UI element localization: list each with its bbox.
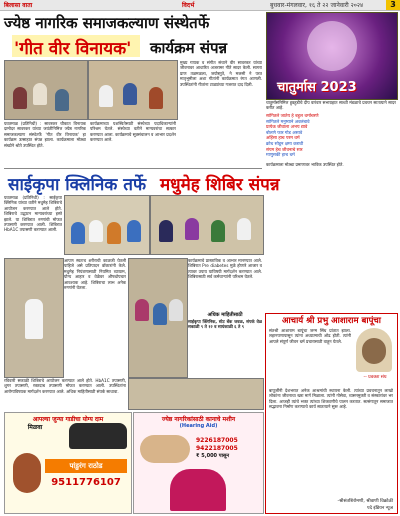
tribute-byline: -- प्रवक्ता संघ xyxy=(363,375,387,380)
story1-para3: कार्यक्रमाच्या यशस्वितेसाठी संस्थेच्या पदाधिकाऱ्यांनी परिश्रम घेतले. संस्थेच्या वतीने मान्यवरांचा सत्कार करण्यात आला. कार्यक्रमाचे सूत्रसंचालन व आभार प्रदर्शन करण्यात आले. xyxy=(90,121,176,143)
story2-col3: कार्यक्रमाचे प्रास्ताविक व आभार मानण्यात आले. शिबिरात Pre diabetes मुळे होणारे आजार व त्यावर उपाय याविषयी मार्गदर्शन करण्यात आले. शिबिरासाठी सर्व कर्मचाऱ्यांनी परिश्रम घेतले. xyxy=(188,258,262,280)
ad2-phone2: 9422187005 xyxy=(196,445,238,452)
story2-col1: यवतमाळ (प्रतिनिधी) : साईकृपा क्लिनिक यांच्या वतीने मधुमेह शिबिराचे आयोजन करण्यात आले होते. शिबिराचे उद्घाटन मान्यवरांच्या हस्ते झाले. या शिबिरात रुग्णांची मोफत तपासणी करण्यात आली. शिबिरात HbA1C तपासणी करण्यात आली. xyxy=(4,195,62,233)
story2-col2: आपण स्वतःच शरीराची काळजी घेतली पाहिजे असे प्रतिपादन डॉक्टरांनी केले. मधुमेह नियंत्रणासाठी नियमित व्यायाम, योग्य आहार व वेळेवर औषधोपचार आवश्यक आहे. शिबिराचा लाभ अनेक रुग्णांनी घेतला. xyxy=(64,258,126,291)
ad2-phone1: 9226187005 xyxy=(196,437,238,444)
chaturmas-intro: चातुर्मासनिमित्त हुडहुडीचे दीप वारंवार सभाग्रहात साध्वी मंडळाचे प्रवचन सातत्याने सादर करीत आहे. xyxy=(266,100,396,111)
ad1-title: आपल्या जुन्या गाडीचा योग्य दाम xyxy=(32,416,104,423)
story1-headline-quote: 'गीत वीर विनायक' xyxy=(14,39,132,59)
bullet-item: माणुसकी हाच धर्म xyxy=(266,153,295,159)
face-shape xyxy=(362,338,386,364)
chaturmas-footer: कार्यक्रमाला मोठ्या प्रमाणावर भाविक उपस्थित होते. xyxy=(266,162,344,167)
story2-photo-patients xyxy=(128,258,188,378)
story2-photo-stage xyxy=(150,195,264,255)
ad1-name: पांडुरंग राठोड xyxy=(45,459,127,473)
bullet-item: सांगितले मनुष्याने अवलंबावे xyxy=(266,119,310,125)
tribute-title: आचार्य श्री प्रभु आशाराम बापूंचा xyxy=(282,316,381,326)
contact-heading: अधिक माहितीसाठी xyxy=(207,312,243,318)
story2-photo-doctor xyxy=(4,258,64,378)
bullet-item: बोलणे फार गोड असावे xyxy=(266,130,303,136)
section-name: विदर्भ xyxy=(182,2,195,9)
ad1-subtitle: मिळवा xyxy=(27,424,43,431)
portrait-photo xyxy=(356,328,392,372)
bullet-item: अहिंसा हाच परम धर्म xyxy=(266,136,300,142)
page-header xyxy=(0,0,400,11)
bullet-item: क्रोध सोडून क्षमा करावी xyxy=(266,141,304,147)
tribute-body: बापूजींनी देशभरात अनेक आश्रमांची स्थापना केली. त्यांच्या प्रवचनातून लाखो लोकांना जीवनाचा खरा मार्ग मिळाला. त्यांनी गोसेवा, व्यसनमुक्ती व संस्कारांवर भर दिला. आजही त्यांचे भक्त त्यांच्या शिकवणीचे पालन करतात. सत्संगातून समाजात सद्भावना निर्माण करण्याचे कार्य सातत्याने सुरू आहे. xyxy=(269,388,393,410)
bullet-item: प्रत्येक जीवाला अभय द्यावे xyxy=(266,125,308,131)
story1-headline-line2: कार्यक्रम संपन्न xyxy=(150,39,228,57)
story2-photo-group xyxy=(64,195,150,255)
hearing-aid-advertisement xyxy=(133,412,264,514)
tribute-box xyxy=(265,313,398,514)
story1-para1: यवतमाळ (प्रतिनिधी) : सावरकर चौकात विनायक दामोदर सावरकर यांच्या जयंतीनिमित्त ज्येष्ठ नागरिक समाजकल्याण संस्थेतर्फे 'गीत वीर विनायक' हा कार्यक्रम उत्साहात संपन्न झाला. कार्यक्रमाला मोठ्या संख्येने श्रोते उपस्थित होते. xyxy=(4,121,86,148)
chaturmas-bullets xyxy=(266,114,396,159)
story1-photo-right xyxy=(88,60,178,120)
chaturmas-title: चातुर्मास 2023 xyxy=(277,80,357,95)
tribute-signoff2: पदे इंडियन न्यूज xyxy=(367,506,393,511)
tribute-signoff: -श्रीसंतशिरोमणी, श्रीवाणी विक्रोळी xyxy=(337,499,393,504)
story2-photo-bottom xyxy=(128,378,264,410)
page-number: 3 xyxy=(386,0,400,10)
story1-photo-left xyxy=(4,60,88,120)
divider xyxy=(4,168,262,169)
hearing-aid-icon xyxy=(140,435,190,463)
car-icon xyxy=(69,423,127,449)
ad2-price: ₹ 5,000 पासून xyxy=(196,453,230,459)
person-photo xyxy=(13,453,41,493)
issue-date: बुधवार-मंगलवार, १६ ते २२ जानेवारी २०२४ xyxy=(270,2,364,9)
story2-headline-red: मधुमेह शिबिर संपन्न xyxy=(160,175,280,195)
car-advertisement xyxy=(4,412,132,514)
story2-headline-blue: साईकृपा क्लिनिक तर्फे xyxy=(8,175,147,195)
person-photo xyxy=(170,469,226,511)
story2-col4: रविवारी सकाळी शिबिराचे आयोजन करण्यात आले होते. HbA1C तपासणी, शुगर तपासणी, रक्तदाब तपासणी मोफत करण्यात आली. उपस्थितांना आरोग्यविषयक मार्गदर्शन करण्यात आले. अधिक माहितीसाठी संपर्क साधावा. xyxy=(4,378,126,394)
bullet-item: सांगितले जातेय हे बहुल धर्माचरणे xyxy=(266,114,319,119)
story2-contact: साईकृपा क्लिनिक, स्टेट बँक जवळ, संपर्क वेळ सकाळी ९ ते १२ व सायंकाळी ६ ते ९ xyxy=(188,319,262,330)
bullet-item: संयम हेच जीवनाचे सार xyxy=(266,147,303,153)
tribute-intro: संतश्री आशाराम बापूंचा जन्म सिंध प्रांतात झाला. लहानपणापासून त्यांना अध्यात्माची ओढ होती. त्यांनी आपले संपूर्ण जीवन धर्म प्रचारासाठी वाहून घेतले. xyxy=(269,328,351,344)
chaturmas-photo xyxy=(266,12,398,100)
story1-headline-line1: ज्येष्ठ नागरिक समाजकल्याण संस्थेतर्फे xyxy=(4,14,210,32)
ad2-subtitle: (Hearing Aid) xyxy=(179,423,218,429)
ad1-phone: 9511776107 xyxy=(51,477,121,488)
paper-name: बिलासा वाता xyxy=(4,2,33,9)
story1-para2: मुख्य गायक व संगीत संचाने वीर सावरकर यांच्या जीवनावर आधारित अजरामर गीते सादर केली. सागरा प्राण तळमळला, जयोस्तुते, ने मजसी ने परत मातृभूमीला अशा गीतांनी कार्यक्रमात रंगत आणली. उपस्थितांनी गीतांना टाळ्यांच्या गजरात दाद दिली. xyxy=(180,60,262,87)
ad2-title: ज्येष्ठ नागरिकांसाठी कानाचे मशीन xyxy=(161,416,236,423)
